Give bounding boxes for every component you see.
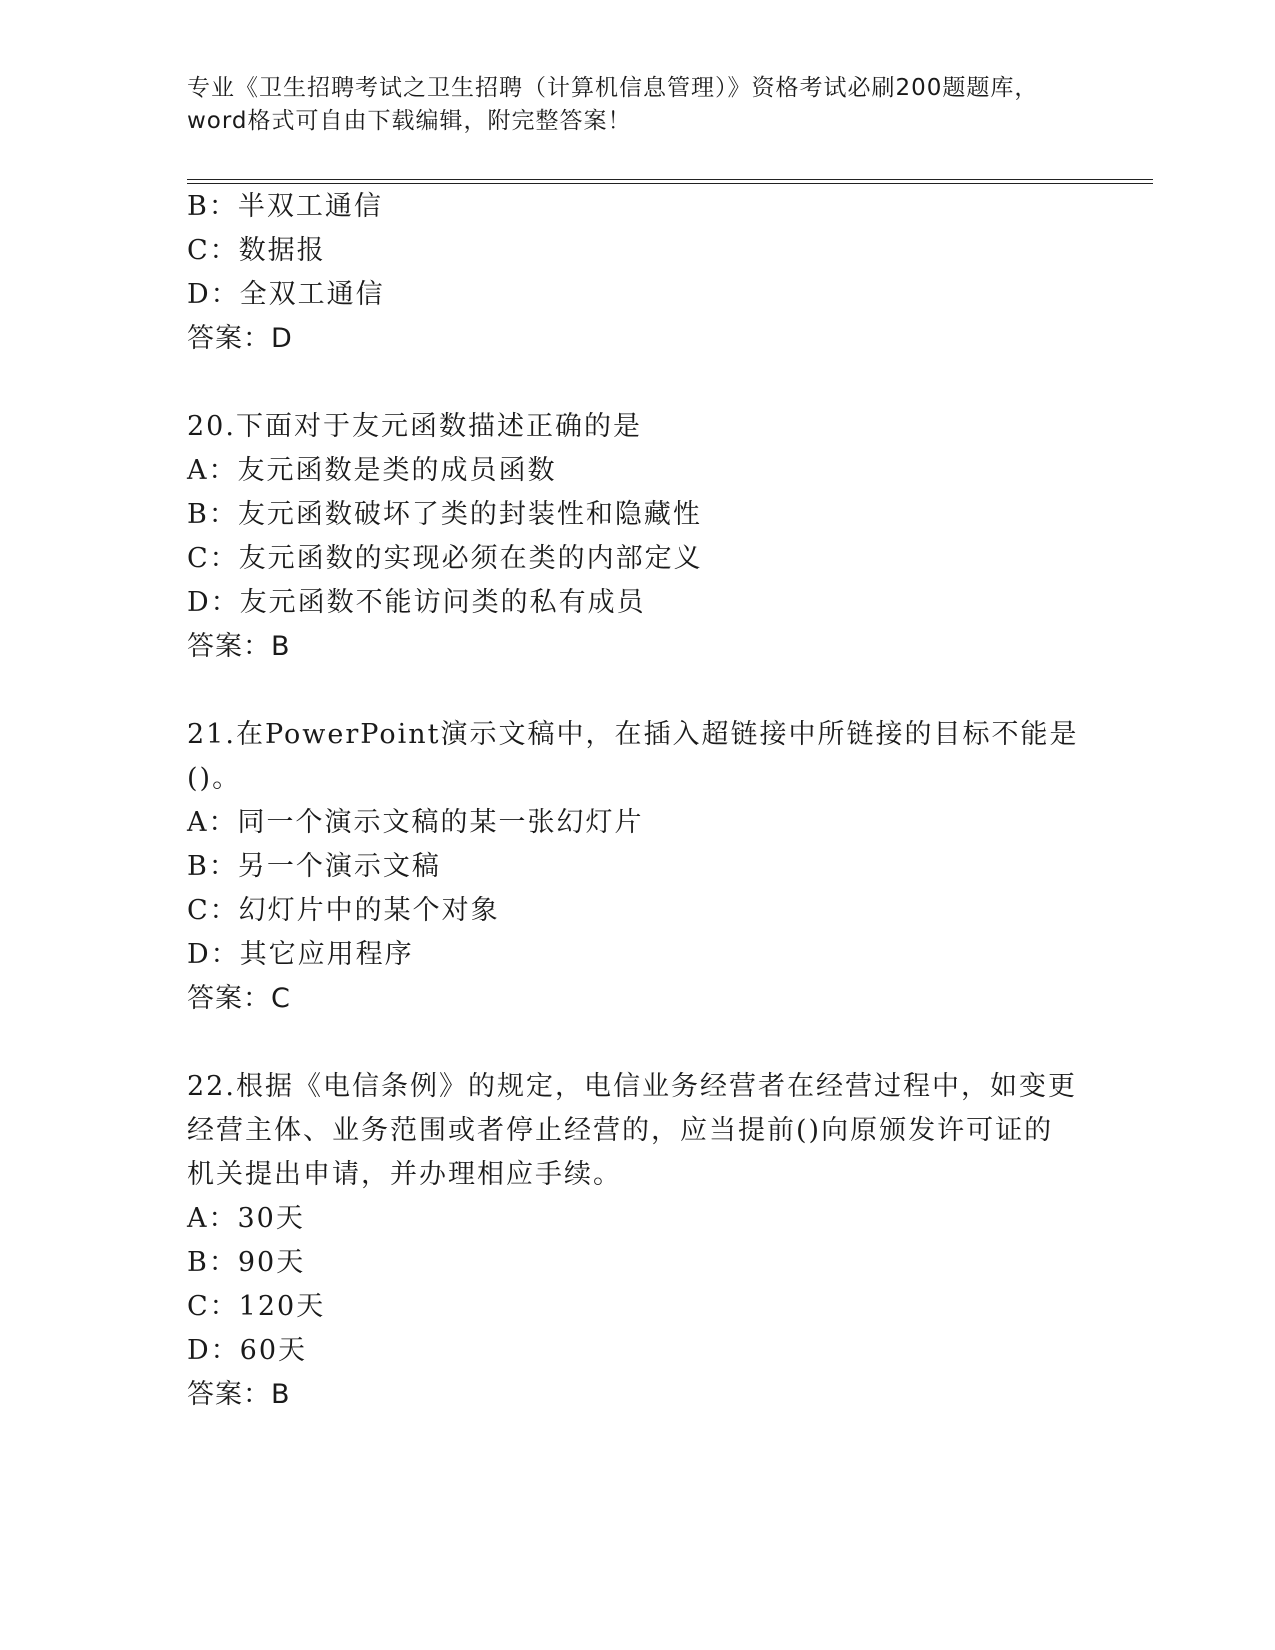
q20-option-d: D：友元函数不能访问类的私有成员 — [187, 587, 646, 618]
q22-answer: 答案：B — [187, 1379, 291, 1410]
q20-option-a: A：友元函数是类的成员函数 — [187, 455, 557, 486]
q21-option-b: B：另一个演示文稿 — [187, 851, 441, 882]
q20-answer: 答案：B — [187, 631, 291, 662]
q21-option-c: C：幻灯片中的某个对象 — [187, 895, 500, 926]
q22-option-c: C：120天 — [187, 1291, 326, 1322]
q19-answer: 答案：D — [187, 323, 293, 354]
q19-option-b: B：半双工通信 — [187, 191, 383, 222]
q21-question-line-1: 21.在PowerPoint演示文稿中，在插入超链接中所链接的目标不能是 — [187, 719, 1079, 750]
q21-option-a: A：同一个演示文稿的某一张幻灯片 — [187, 807, 644, 838]
header-divider-bottom — [187, 183, 1153, 184]
q22-option-d: D：60天 — [187, 1335, 308, 1366]
document-header — [187, 72, 1087, 138]
q21-option-d: D：其它应用程序 — [187, 939, 414, 970]
q22-question-line-2: 经营主体、业务范围或者停止经营的，应当提前()向原颁发许可证的 — [187, 1115, 1054, 1146]
q22-option-b: B：90天 — [187, 1247, 306, 1278]
header-line-2: word格式可自由下载编辑，附完整答案！ — [187, 108, 632, 134]
q22-question-line-3: 机关提出申请，并办理相应手续。 — [187, 1159, 622, 1190]
header-divider-top — [187, 179, 1153, 180]
q19-option-d: D：全双工通信 — [187, 279, 385, 310]
q21-question-line-2: ()。 — [187, 763, 242, 794]
q22-question-line-1: 22.根据《电信条例》的规定，电信业务经营者在经营过程中，如变更 — [187, 1071, 1077, 1102]
q20-question: 20.下面对于友元函数描述正确的是 — [187, 411, 642, 442]
header-line-1: 专业《卫生招聘考试之卫生招聘（计算机信息管理）》资格考试必刷200题题库， — [187, 75, 1039, 101]
q19-option-c: C：数据报 — [187, 235, 326, 266]
q20-option-b: B：友元函数破坏了类的封装性和隐藏性 — [187, 499, 702, 530]
q21-answer: 答案：C — [187, 983, 291, 1014]
q22-option-a: A：30天 — [187, 1203, 305, 1234]
q20-option-c: C：友元函数的实现必须在类的内部定义 — [187, 543, 703, 574]
